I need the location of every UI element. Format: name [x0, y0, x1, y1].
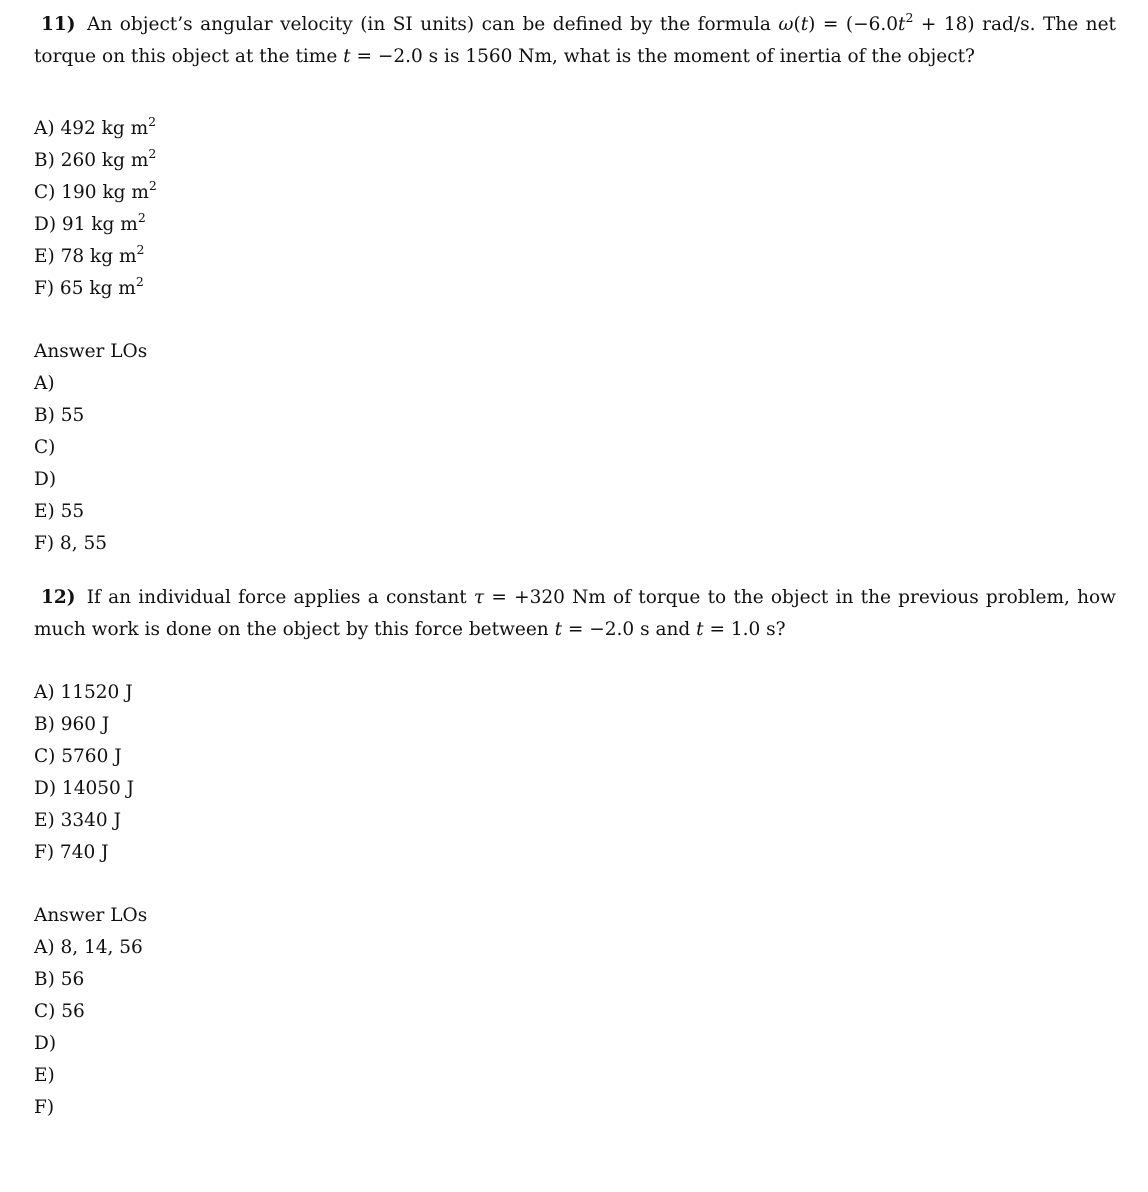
question-12-answer-los	[34, 932, 1116, 1124]
exponent: 2	[136, 242, 145, 257]
time-variable: t	[898, 14, 906, 35]
lo-b: B) 56	[34, 969, 85, 990]
question-12-number: 12)	[41, 587, 76, 608]
exponent: 2	[148, 178, 157, 193]
time-variable: t	[343, 46, 351, 67]
prompt-text: If an individual force applies a constant	[86, 587, 474, 608]
option-a: A) 11520 J	[34, 682, 133, 703]
option-d: D) 14050 J	[34, 778, 135, 799]
question-11-prompt: 11) An object’s angular velocity (in SI units) can be defined by the formula $\omega(t) = (-6.0t^2 + 18)$ rad/s. The net torque on this object at the time t = −2.0 s is 1560 Nm, what is the moment of inertia of the object?	[34, 10, 1116, 67]
lo-a: A)	[34, 373, 55, 394]
option-label: A) 492 kg m	[34, 118, 149, 139]
option-label: C) 190 kg m	[34, 182, 149, 203]
exponent: 2	[137, 210, 146, 225]
tau-symbol: τ	[473, 587, 485, 608]
option-e: E) 3340 J	[34, 810, 121, 831]
answer-los-heading: Answer LOs	[34, 341, 148, 362]
question-12-prompt	[34, 582, 1116, 646]
lo-f: F) 8, 55	[34, 533, 108, 554]
option-a	[34, 113, 1116, 145]
question-11-number: 11)	[41, 14, 76, 35]
prompt-text: = −2.0 s is 1560 Nm, what is the moment of inertia of the object?	[350, 46, 975, 67]
lo-c: C) 56	[34, 1001, 85, 1022]
lo-b: B) 55	[34, 405, 85, 426]
question-11-answer-los	[34, 368, 1116, 560]
exponent: 2	[905, 10, 914, 25]
lo-d: D)	[34, 469, 57, 490]
lo-a: A) 8, 14, 56	[34, 937, 143, 958]
exponent: 2	[148, 146, 157, 161]
option-label: D) 91 kg m	[34, 214, 138, 235]
question-11-options	[34, 113, 1116, 305]
prompt-text: = 1.0 s?	[703, 619, 786, 640]
time-variable: t	[696, 619, 704, 640]
lo-c: C)	[34, 437, 56, 458]
lo-f: F)	[34, 1097, 55, 1118]
prompt-text: = (−6.0	[815, 14, 898, 35]
prompt-text: = −2.0 s and	[562, 619, 697, 640]
exponent: 2	[135, 274, 144, 289]
omega-symbol: ω	[778, 14, 794, 35]
lo-e: E) 55	[34, 501, 85, 522]
time-variable: t	[800, 14, 809, 35]
time-variable: t	[554, 619, 563, 640]
prompt-text: An object’s angular velocity (in SI units) can be defined by the formula	[87, 14, 779, 35]
answer-los-heading: Answer LOs	[34, 905, 148, 926]
option-b	[34, 145, 1116, 177]
prompt-text: + 18) rad/s. The net torque on this object at the time	[34, 14, 1116, 67]
question-12-options	[34, 677, 1116, 869]
option-f: F) 740 J	[34, 842, 109, 863]
option-label: E) 78 kg m	[34, 246, 137, 267]
option-e	[34, 241, 1116, 273]
lo-e: E)	[34, 1065, 55, 1086]
question-12	[34, 582, 1116, 1124]
option-f	[34, 273, 1116, 305]
question-11	[34, 9, 1116, 560]
option-c: C) 5760 J	[34, 746, 122, 767]
option-label: B) 260 kg m	[34, 150, 149, 171]
lo-d: D)	[34, 1033, 57, 1054]
prompt-text: = +320 Nm of torque to the object in the previous problem, how much work is done on the object by this force between	[34, 587, 1116, 640]
option-d	[34, 209, 1116, 241]
option-c	[34, 177, 1116, 209]
exponent: 2	[148, 114, 157, 129]
option-label: F) 65 kg m	[34, 278, 136, 299]
option-b: B) 960 J	[34, 714, 110, 735]
